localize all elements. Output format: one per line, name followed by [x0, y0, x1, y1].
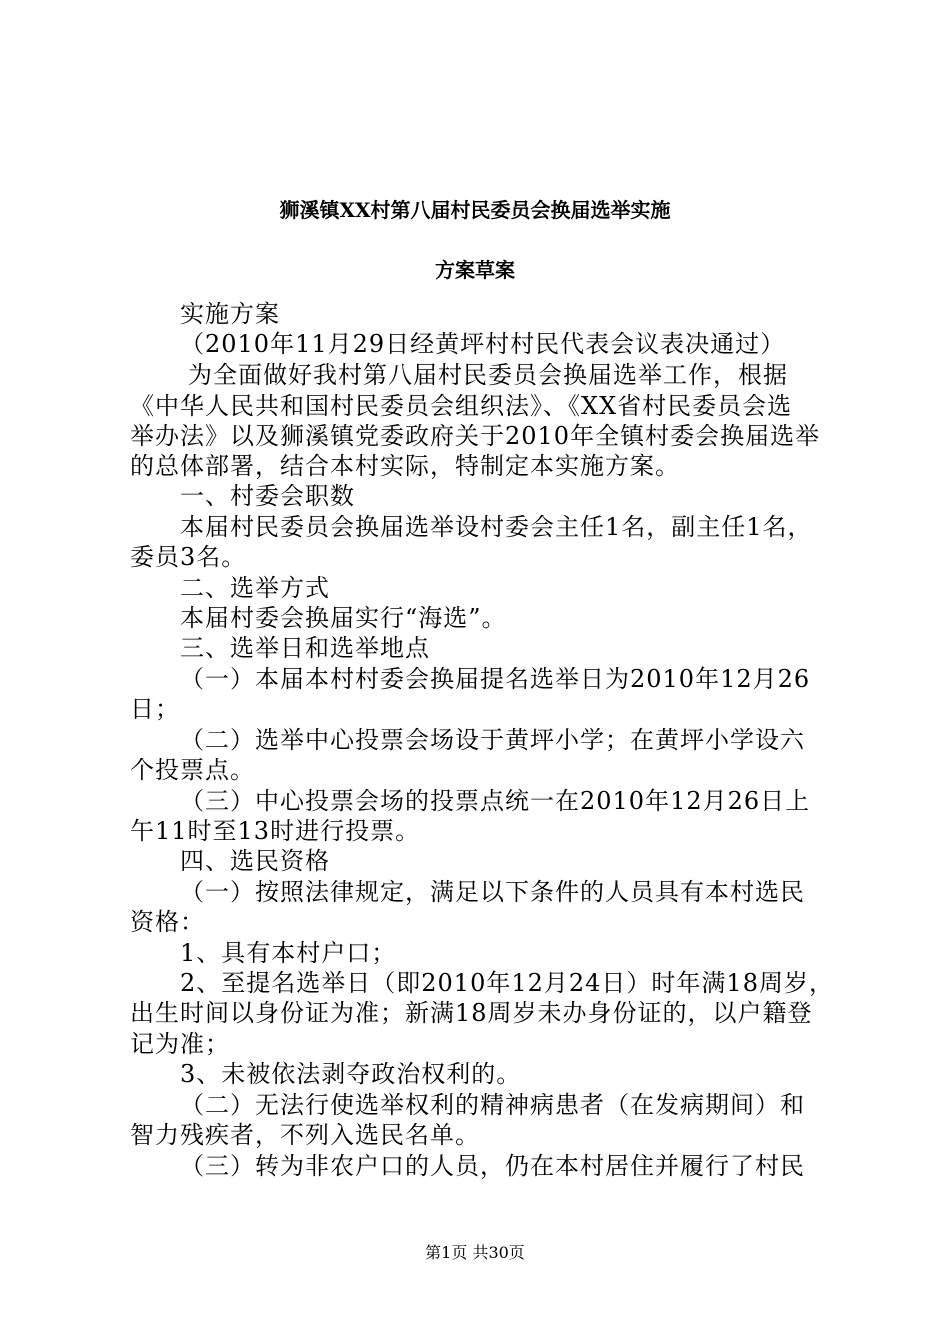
- paragraph-line: 《中华人民共和国村民委员会组织法》、《XX省村民委员会选: [130, 392, 793, 420]
- paragraph-line: 为全面做好我村第八届村民委员会换届选举工作，根据: [188, 361, 788, 389]
- paragraph-line: （一）本届本村村委会换届提名选举日为2010年12月26: [180, 665, 811, 693]
- section-heading: 四、选民资格: [180, 847, 330, 875]
- section-label: 实施方案: [180, 300, 280, 328]
- list-item: 3、未被依法剥夺政治权利的。: [180, 1060, 522, 1088]
- paragraph-line: 举办法》以及狮溪镇党委政府关于2010年全镇村委会换届选举: [130, 422, 821, 450]
- paragraph-line: 本届村民委员会换届选举设村委会主任1名，副主任1名，: [180, 513, 813, 541]
- paragraph-line: （二）选举中心投票会场设于黄坪小学；在黄坪小学设六: [180, 726, 805, 754]
- paragraph-line: 记为准；: [130, 1030, 230, 1058]
- paragraph-line: 个投票点。: [130, 756, 255, 784]
- paragraph-line: 本届村委会换届实行“海选”。: [180, 604, 507, 632]
- list-item: 1、具有本村户口；: [180, 939, 397, 967]
- document-title-line-2: 方案草案: [435, 258, 515, 282]
- section-heading: 一、村委会职数: [180, 482, 355, 510]
- paragraph-line: 日；: [130, 695, 180, 723]
- paragraph-line: （三）中心投票会场的投票点统一在2010年12月26日上: [180, 787, 811, 815]
- paragraph-line: 智力残疾者，不列入选民名单。: [130, 1121, 480, 1149]
- paragraph-line: （二）无法行使选举权利的精神病患者（在发病期间）和: [180, 1091, 805, 1119]
- paragraph-line: 出生时间以身份证为准；新满18周岁未办身份证的，以户籍登: [130, 999, 813, 1027]
- paragraph-line: 委员3名。: [130, 543, 247, 571]
- paragraph-line: 的总体部署，结合本村实际，特制定本实施方案。: [130, 452, 680, 480]
- paragraph-line: （三）转为非农户口的人员，仍在本村居住并履行了村民: [180, 1152, 805, 1180]
- page-number-footer: 第1页 共30页: [425, 1243, 525, 1262]
- document-title-line-1: 狮溪镇XX村第八届村民委员会换届选举实施: [279, 198, 671, 222]
- paragraph-line: 资格：: [130, 908, 205, 936]
- approval-note: （2010年11月29日经黄坪村村民代表会议表决通过）: [180, 330, 786, 358]
- list-item: 2、至提名选举日（即2010年12月24日）时年满18周岁，: [180, 969, 834, 997]
- paragraph-line: 午11时至13时进行投票。: [130, 817, 421, 845]
- section-heading: 二、选举方式: [180, 574, 330, 602]
- section-heading: 三、选举日和选举地点: [180, 634, 430, 662]
- paragraph-line: （一）按照法律规定，满足以下条件的人员具有本村选民: [180, 878, 805, 906]
